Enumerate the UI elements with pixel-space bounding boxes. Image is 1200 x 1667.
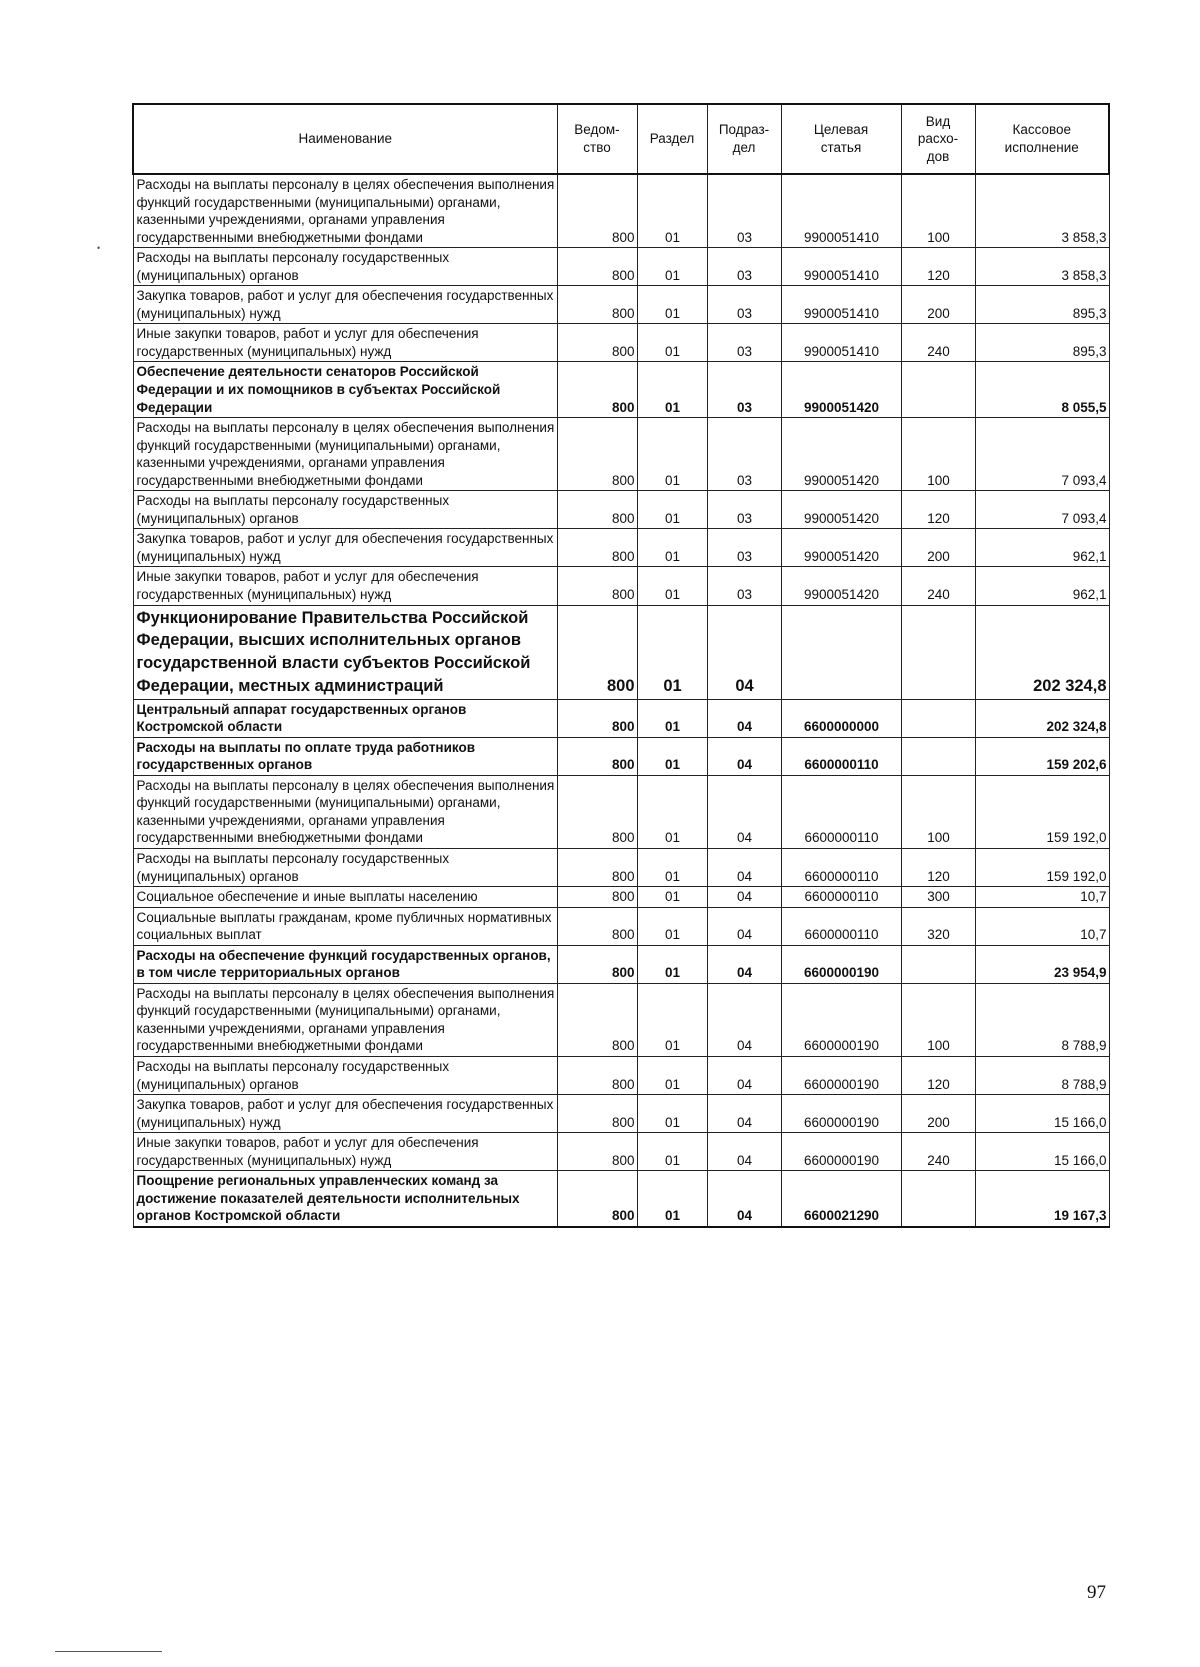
row-name: Поощрение региональных управленческих команд за достижение показателей деятельности исполнительных органов Костромской области — [133, 1171, 557, 1227]
row-amount: 8 055,5 — [975, 362, 1109, 418]
table-row — [133, 775, 1109, 848]
row-section: 01 — [637, 248, 707, 286]
row-subsection: 04 — [707, 887, 781, 908]
row-kind: 240 — [901, 1133, 975, 1171]
row-section: 01 — [637, 286, 707, 324]
row-name: Расходы на выплаты персоналу в целях обеспечения выполнения функций государственными (муниципальными) органами, казенными учреждениями, органами управления государственными внебюджетными фондами — [133, 775, 557, 848]
row-section: 01 — [637, 1095, 707, 1133]
row-subsection: 03 — [707, 286, 781, 324]
row-section: 01 — [637, 737, 707, 775]
row-article: 6600000110 — [781, 849, 901, 887]
row-article: 6600000110 — [781, 907, 901, 945]
row-kind: 100 — [901, 418, 975, 491]
row-name: Центральный аппарат государственных органов Костромской области — [133, 699, 557, 737]
row-amount: 202 324,8 — [975, 699, 1109, 737]
row-section: 01 — [637, 324, 707, 362]
row-dept: 800 — [557, 174, 637, 248]
row-section: 01 — [637, 362, 707, 418]
row-name: Иные закупки товаров, работ и услуг для обеспечения государственных (муниципальных) нужд — [133, 324, 557, 362]
row-section: 01 — [637, 605, 707, 699]
table-row — [133, 174, 1109, 248]
table-row — [133, 362, 1109, 418]
header-amount: Кассовое исполнение — [975, 104, 1109, 174]
row-dept: 800 — [557, 418, 637, 491]
row-name: Расходы на выплаты персоналу государственных (муниципальных) органов — [133, 491, 557, 529]
row-amount: 8 788,9 — [975, 983, 1109, 1056]
row-subsection: 04 — [707, 775, 781, 848]
row-dept: 800 — [557, 567, 637, 605]
row-amount: 3 858,3 — [975, 174, 1109, 248]
row-section: 01 — [637, 567, 707, 605]
row-section: 01 — [637, 699, 707, 737]
row-subsection: 03 — [707, 567, 781, 605]
row-dept: 800 — [557, 737, 637, 775]
row-name: Расходы на выплаты персоналу в целях обеспечения выполнения функций государственными (муниципальными) органами, казенными учреждениями, органами управления государственными внебюджетными фондами — [133, 174, 557, 248]
row-article: 6600000190 — [781, 1057, 901, 1095]
row-kind: 120 — [901, 849, 975, 887]
header-dept: Ведом- ство — [557, 104, 637, 174]
row-article: 6600000110 — [781, 775, 901, 848]
table-row — [133, 248, 1109, 286]
row-name: Расходы на обеспечение функций государственных органов, в том числе территориальных органов — [133, 945, 557, 983]
row-kind: 320 — [901, 907, 975, 945]
row-amount: 23 954,9 — [975, 945, 1109, 983]
table-row — [133, 324, 1109, 362]
footnote-line — [55, 1651, 162, 1652]
row-name: Социальное обеспечение и иные выплаты населению — [133, 887, 557, 908]
row-subsection: 03 — [707, 362, 781, 418]
table-row — [133, 1057, 1109, 1095]
row-section: 01 — [637, 418, 707, 491]
row-dept: 800 — [557, 286, 637, 324]
row-section: 01 — [637, 983, 707, 1056]
row-article: 6600021290 — [781, 1171, 901, 1227]
row-section: 01 — [637, 174, 707, 248]
row-section: 01 — [637, 907, 707, 945]
row-article: 9900051420 — [781, 491, 901, 529]
row-subsection: 04 — [707, 1133, 781, 1171]
row-kind: 120 — [901, 491, 975, 529]
stray-mark: • — [97, 243, 101, 253]
header-article: Целевая статья — [781, 104, 901, 174]
row-article: 6600000190 — [781, 1133, 901, 1171]
row-amount: 895,3 — [975, 324, 1109, 362]
row-kind: 120 — [901, 1057, 975, 1095]
header-name: Наименование — [133, 104, 557, 174]
row-amount: 3 858,3 — [975, 248, 1109, 286]
row-name: Иные закупки товаров, работ и услуг для обеспечения государственных (муниципальных) нужд — [133, 567, 557, 605]
row-name: Расходы на выплаты по оплате труда работников государственных органов — [133, 737, 557, 775]
row-name: Расходы на выплаты персоналу государственных (муниципальных) органов — [133, 248, 557, 286]
row-amount: 159 192,0 — [975, 775, 1109, 848]
row-dept: 800 — [557, 775, 637, 848]
row-kind: 100 — [901, 983, 975, 1056]
row-subsection: 04 — [707, 1171, 781, 1227]
row-article: 9900051420 — [781, 418, 901, 491]
row-amount: 962,1 — [975, 529, 1109, 567]
row-article: 9900051410 — [781, 286, 901, 324]
table-row — [133, 1133, 1109, 1171]
row-section: 01 — [637, 1057, 707, 1095]
row-amount: 7 093,4 — [975, 491, 1109, 529]
row-article: 9900051420 — [781, 529, 901, 567]
header-kind: Вид расхо- дов — [901, 104, 975, 174]
row-subsection: 04 — [707, 699, 781, 737]
table-row — [133, 849, 1109, 887]
table-row — [133, 1171, 1109, 1227]
table-body — [133, 174, 1109, 1227]
row-dept: 800 — [557, 849, 637, 887]
row-subsection: 04 — [707, 1057, 781, 1095]
row-name: Закупка товаров, работ и услуг для обеспечения государственных (муниципальных) нужд — [133, 286, 557, 324]
row-article: 9900051410 — [781, 248, 901, 286]
table-row — [133, 737, 1109, 775]
header-section: Раздел — [637, 104, 707, 174]
row-kind — [901, 945, 975, 983]
row-section: 01 — [637, 849, 707, 887]
row-name: Расходы на выплаты персоналу в целях обеспечения выполнения функций государственными (муниципальными) органами, казенными учреждениями, органами управления государственными внебюджетными фондами — [133, 983, 557, 1056]
row-subsection: 03 — [707, 529, 781, 567]
row-article: 6600000190 — [781, 983, 901, 1056]
row-name: Расходы на выплаты персоналу государственных (муниципальных) органов — [133, 849, 557, 887]
header-subsection: Подраз- дел — [707, 104, 781, 174]
row-amount: 962,1 — [975, 567, 1109, 605]
row-article: 9900051410 — [781, 174, 901, 248]
row-amount: 15 166,0 — [975, 1095, 1109, 1133]
row-name: Иные закупки товаров, работ и услуг для обеспечения государственных (муниципальных) нужд — [133, 1133, 557, 1171]
row-section: 01 — [637, 1171, 707, 1227]
table-row — [133, 418, 1109, 491]
row-subsection: 04 — [707, 983, 781, 1056]
row-amount: 10,7 — [975, 907, 1109, 945]
row-kind: 100 — [901, 174, 975, 248]
table-header-row — [133, 104, 1109, 174]
row-amount: 7 093,4 — [975, 418, 1109, 491]
row-section: 01 — [637, 491, 707, 529]
row-subsection: 03 — [707, 491, 781, 529]
row-amount: 159 202,6 — [975, 737, 1109, 775]
table-row — [133, 491, 1109, 529]
row-subsection: 04 — [707, 907, 781, 945]
row-kind — [901, 605, 975, 699]
row-section: 01 — [637, 775, 707, 848]
row-name: Закупка товаров, работ и услуг для обеспечения государственных (муниципальных) нужд — [133, 529, 557, 567]
row-dept: 800 — [557, 887, 637, 908]
row-subsection: 04 — [707, 945, 781, 983]
row-name: Обеспечение деятельности сенаторов Российской Федерации и их помощников в субъектах Российской Федерации — [133, 362, 557, 418]
row-amount: 202 324,8 — [975, 605, 1109, 699]
table-row — [133, 699, 1109, 737]
table-row — [133, 945, 1109, 983]
row-dept: 800 — [557, 945, 637, 983]
row-article: 6600000190 — [781, 1095, 901, 1133]
row-kind: 240 — [901, 324, 975, 362]
row-article — [781, 605, 901, 699]
row-article: 6600000000 — [781, 699, 901, 737]
row-kind — [901, 737, 975, 775]
row-subsection: 04 — [707, 605, 781, 699]
row-dept: 800 — [557, 1095, 637, 1133]
row-dept: 800 — [557, 324, 637, 362]
table-row — [133, 529, 1109, 567]
row-dept: 800 — [557, 983, 637, 1056]
row-dept: 800 — [557, 529, 637, 567]
row-kind: 300 — [901, 887, 975, 908]
row-name: Социальные выплаты гражданам, кроме публичных нормативных социальных выплат — [133, 907, 557, 945]
row-subsection: 04 — [707, 737, 781, 775]
row-dept: 800 — [557, 1133, 637, 1171]
row-subsection: 03 — [707, 324, 781, 362]
table-row — [133, 983, 1109, 1056]
row-kind: 200 — [901, 286, 975, 324]
row-section: 01 — [637, 529, 707, 567]
row-article: 9900051410 — [781, 324, 901, 362]
row-amount: 10,7 — [975, 887, 1109, 908]
row-section: 01 — [637, 1133, 707, 1171]
row-kind — [901, 1171, 975, 1227]
table-row — [133, 286, 1109, 324]
row-amount: 8 788,9 — [975, 1057, 1109, 1095]
table-row — [133, 605, 1109, 699]
row-dept: 800 — [557, 699, 637, 737]
row-dept: 800 — [557, 907, 637, 945]
row-dept: 800 — [557, 491, 637, 529]
row-dept: 800 — [557, 1057, 637, 1095]
row-dept: 800 — [557, 1171, 637, 1227]
row-subsection: 03 — [707, 418, 781, 491]
row-name: Расходы на выплаты персоналу в целях обеспечения выполнения функций государственными (муниципальными) органами, казенными учреждениями, органами управления государственными внебюджетными фондами — [133, 418, 557, 491]
row-section: 01 — [637, 945, 707, 983]
row-article: 6600000110 — [781, 737, 901, 775]
row-amount: 895,3 — [975, 286, 1109, 324]
row-amount: 159 192,0 — [975, 849, 1109, 887]
row-kind: 240 — [901, 567, 975, 605]
row-dept: 800 — [557, 248, 637, 286]
row-amount: 15 166,0 — [975, 1133, 1109, 1171]
row-kind: 100 — [901, 775, 975, 848]
table-row — [133, 887, 1109, 908]
row-kind — [901, 362, 975, 418]
row-name: Расходы на выплаты персоналу государственных (муниципальных) органов — [133, 1057, 557, 1095]
row-kind: 200 — [901, 529, 975, 567]
row-amount: 19 167,3 — [975, 1171, 1109, 1227]
row-kind: 200 — [901, 1095, 975, 1133]
budget-execution-table — [132, 103, 1110, 1228]
page-number: 97 — [1087, 1582, 1106, 1603]
row-subsection: 04 — [707, 849, 781, 887]
row-subsection: 03 — [707, 174, 781, 248]
row-article: 6600000110 — [781, 887, 901, 908]
row-kind — [901, 699, 975, 737]
row-article: 9900051420 — [781, 362, 901, 418]
row-kind: 120 — [901, 248, 975, 286]
row-dept: 800 — [557, 362, 637, 418]
row-article: 6600000190 — [781, 945, 901, 983]
row-section: 01 — [637, 887, 707, 908]
row-article: 9900051420 — [781, 567, 901, 605]
table-row — [133, 907, 1109, 945]
row-name: Закупка товаров, работ и услуг для обеспечения государственных (муниципальных) нужд — [133, 1095, 557, 1133]
row-name: Функционирование Правительства Российской Федерации, высших исполнительных органов государственной власти субъектов Российской Федерации, местных администраций — [133, 605, 557, 699]
row-subsection: 04 — [707, 1095, 781, 1133]
table-row — [133, 1095, 1109, 1133]
row-subsection: 03 — [707, 248, 781, 286]
row-dept: 800 — [557, 605, 637, 699]
table-row — [133, 567, 1109, 605]
